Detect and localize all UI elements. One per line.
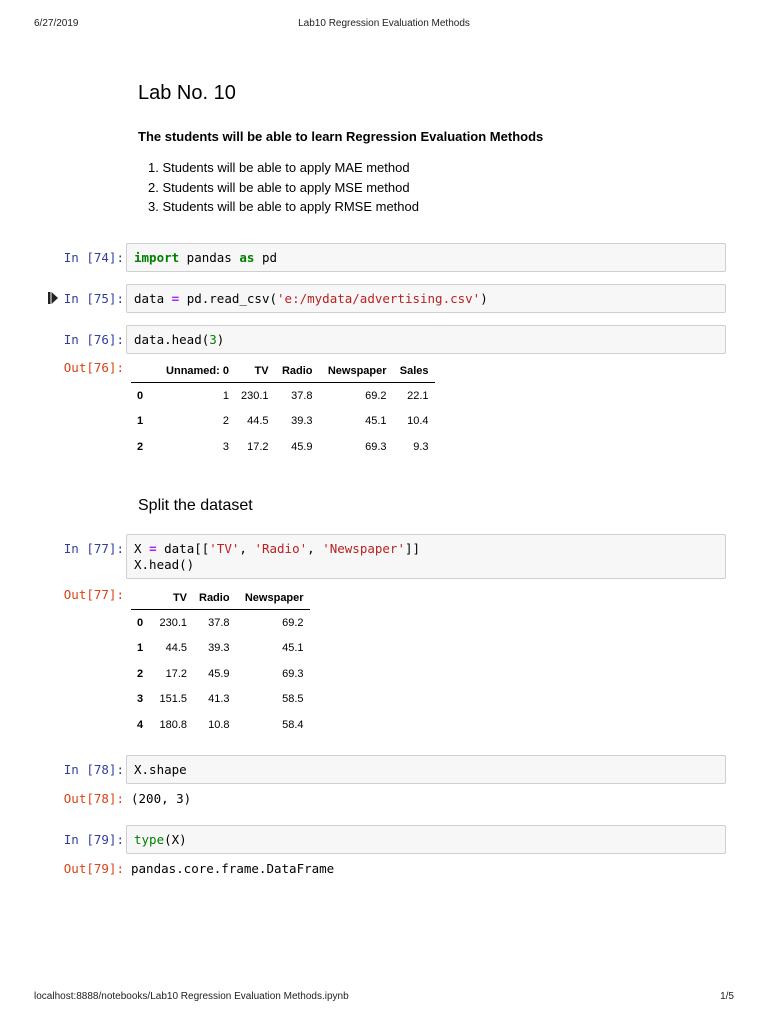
- table-row: [131, 409, 435, 435]
- code-line: [134, 291, 488, 307]
- table-cell: 17.2: [247, 440, 269, 453]
- table-row: [131, 383, 435, 409]
- code-cell-77[interactable]: [126, 534, 726, 579]
- row-index: 3: [137, 693, 144, 706]
- print-date: 6/27/2019: [34, 18, 79, 29]
- cell-output: (200, 3): [131, 791, 192, 806]
- input-prompt: In [74]:: [63, 250, 124, 265]
- dataframe-table-77: [131, 586, 310, 738]
- table-cell: 45.9: [291, 440, 313, 453]
- code-token: pd: [254, 250, 278, 265]
- input-prompt: In [77]:: [63, 541, 124, 556]
- code-token: 'e:/mydata/advertising.csv': [277, 291, 481, 306]
- table-row: [131, 712, 310, 738]
- code-token: as: [239, 250, 255, 265]
- table-cell: 22.1: [407, 389, 429, 402]
- input-prompt: In [79]:: [63, 832, 124, 847]
- table-cell: 69.2: [365, 389, 387, 402]
- code-cell-78[interactable]: [126, 755, 726, 784]
- code-line: [134, 332, 224, 348]
- row-index: 4: [137, 718, 144, 731]
- row-index: 0: [137, 616, 144, 629]
- code-token: ]]: [405, 541, 421, 556]
- table-cell: 10.8: [208, 718, 230, 731]
- row-index: 2: [137, 667, 144, 680]
- code-token: pd.read_csv(: [179, 291, 278, 306]
- output-prompt: Out[77]:: [63, 587, 124, 602]
- table-cell: 69.3: [365, 440, 387, 453]
- table-row: [131, 687, 310, 713]
- code-line: X.head(): [134, 557, 195, 572]
- table-row: [131, 636, 310, 662]
- table-cell: 41.3: [208, 693, 230, 706]
- output-prompt: Out[79]:: [63, 861, 124, 876]
- row-index: 0: [137, 389, 144, 402]
- dataframe-table-76: [131, 359, 435, 460]
- table-cell: 17.2: [165, 667, 187, 680]
- code-line: [134, 832, 187, 848]
- table-cell: 180.8: [159, 718, 187, 731]
- code-token: ): [480, 291, 488, 306]
- print-doc-title: Lab10 Regression Evaluation Methods: [298, 18, 470, 29]
- column-header: Newspaper: [236, 586, 310, 610]
- table-cell: 69.3: [282, 667, 304, 680]
- cell-output: pandas.core.frame.DataFrame: [131, 861, 335, 876]
- column-header: Newspaper: [319, 359, 393, 383]
- objective-item: 2. Students will be able to apply MSE method: [148, 179, 410, 195]
- column-header: Radio: [275, 359, 319, 383]
- table-cell: 37.8: [291, 389, 313, 402]
- code-token: ,: [239, 541, 255, 556]
- notebook-subtitle: The students will be able to learn Regression Evaluation Methods: [138, 129, 544, 144]
- code-token: ,: [307, 541, 323, 556]
- page-number: 1/5: [720, 991, 734, 1002]
- table-row: [131, 610, 310, 636]
- code-cell-76[interactable]: [126, 325, 726, 354]
- objective-item: 1. Students will be able to apply MAE method: [148, 160, 410, 175]
- code-token: 'Radio': [254, 541, 308, 556]
- code-token: pandas: [179, 250, 240, 265]
- table-cell: 58.5: [282, 693, 304, 706]
- column-header: [131, 586, 151, 610]
- code-token: import: [134, 250, 180, 265]
- section-heading: Split the dataset: [138, 497, 253, 514]
- table-cell: 9.3: [413, 440, 429, 453]
- notebook-title: Lab No. 10: [138, 82, 236, 104]
- table-cell: 45.1: [282, 642, 304, 655]
- table-cell: 69.2: [282, 616, 304, 629]
- table-cell: 2: [222, 415, 229, 428]
- row-index: 2: [137, 440, 144, 453]
- input-prompt: In [78]:: [63, 762, 124, 777]
- table-cell: 10.4: [407, 415, 429, 428]
- code-token: =: [171, 291, 180, 306]
- print-url: localhost:8888/notebooks/Lab10 Regression Evaluation Methods.ipynb: [34, 991, 349, 1002]
- table-cell: 3: [222, 440, 229, 453]
- code-token: data: [134, 291, 172, 306]
- code-token: =: [149, 541, 157, 556]
- code-cell-75[interactable]: [126, 284, 726, 313]
- code-line: [134, 250, 277, 266]
- code-cell-79[interactable]: [126, 825, 726, 854]
- row-index: 1: [137, 415, 144, 428]
- table-cell: 58.4: [282, 718, 304, 731]
- column-header: TV: [235, 359, 275, 383]
- table-header-row: [131, 586, 310, 610]
- table-cell: 151.5: [159, 693, 187, 706]
- table-cell: 1: [222, 389, 229, 402]
- table-cell: 45.9: [208, 667, 230, 680]
- column-header: Radio: [193, 586, 236, 610]
- column-header: Unnamed: 0: [153, 359, 235, 383]
- table-cell: 44.5: [247, 415, 269, 428]
- code-token: 3: [209, 332, 217, 347]
- table-cell: 230.1: [159, 616, 187, 629]
- table-cell: 45.1: [365, 415, 387, 428]
- code-cell-74[interactable]: [126, 243, 726, 272]
- code-token: data[[: [156, 541, 210, 556]
- output-prompt: Out[76]:: [63, 360, 124, 375]
- code-token: ): [216, 332, 225, 347]
- table-row: [131, 434, 435, 460]
- code-token: data.head(: [134, 332, 210, 347]
- row-index: 1: [137, 642, 144, 655]
- column-header: TV: [151, 586, 193, 610]
- table-cell: 230.1: [241, 389, 269, 402]
- input-prompt: In [75]:: [63, 291, 124, 306]
- table-cell: 39.3: [291, 415, 313, 428]
- table-cell: 37.8: [208, 616, 230, 629]
- column-header: Sales: [393, 359, 435, 383]
- code-line: [134, 541, 420, 557]
- table-cell: 44.5: [165, 642, 187, 655]
- column-header: [131, 359, 153, 383]
- output-prompt: Out[78]:: [63, 791, 124, 806]
- code-token: X: [134, 541, 150, 556]
- table-header-row: [131, 359, 435, 383]
- code-line: X.shape: [134, 762, 187, 777]
- code-token: type: [134, 832, 165, 847]
- code-token: 'Newspaper': [322, 541, 405, 556]
- input-prompt: In [76]:: [63, 332, 124, 347]
- code-token: (X): [164, 832, 187, 847]
- code-token: 'TV': [209, 541, 240, 556]
- objectives-list: [148, 158, 419, 217]
- objective-item: 3. Students will be able to apply RMSE method: [148, 199, 419, 215]
- table-cell: 39.3: [208, 642, 230, 655]
- table-row: [131, 661, 310, 687]
